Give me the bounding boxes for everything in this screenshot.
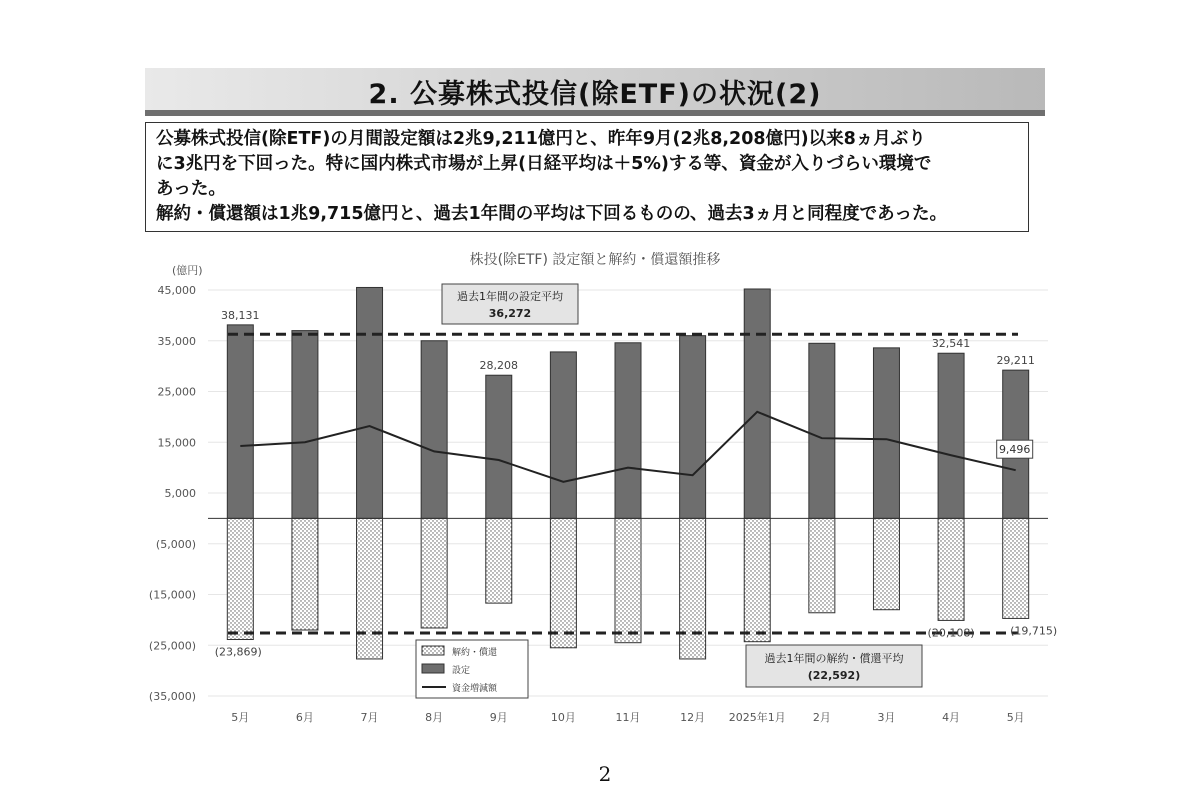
subscription-average-label: 過去1年間の設定平均 xyxy=(457,290,563,303)
y-tick-label: (5,000) xyxy=(155,537,196,551)
redemption-bar xyxy=(486,518,512,603)
y-axis-unit: (億円) xyxy=(172,264,203,277)
summary-line: に3兆円を下回った。特に国内株式市場が上昇(日経平均は＋5%)する等、資金が入りづらい環境で xyxy=(156,154,932,174)
subscription-bar xyxy=(744,289,770,518)
redemption-bar xyxy=(292,518,318,630)
summary-line: 公募株式投信(除ETF)の月間設定額は2兆9,211億円と、昨年9月(2兆8,208億円)以来8ヵ月ぶり xyxy=(156,129,926,149)
y-tick-label: (35,000) xyxy=(148,690,196,703)
subscription-bar xyxy=(357,287,383,518)
redemption-bar xyxy=(550,518,576,647)
y-tick-label: 15,000 xyxy=(157,436,196,450)
redemption-average-label: 過去1年間の解約・償還平均 xyxy=(764,652,904,665)
x-tick-label: 3月 xyxy=(877,711,896,724)
x-tick-label: 6月 xyxy=(295,711,314,724)
x-tick-label: 12月 xyxy=(680,711,706,724)
y-tick-label: 25,000 xyxy=(157,385,196,399)
redemption-bar xyxy=(744,518,770,641)
chart-title: 株投(除ETF) 設定額と解約・償還額推移 xyxy=(469,252,721,268)
redemption-value-label: (23,869) xyxy=(214,645,262,659)
redemption-bar xyxy=(938,518,964,620)
y-tick-label: (15,000) xyxy=(148,588,196,602)
x-tick-label: 4月 xyxy=(942,711,961,724)
redemption-bar xyxy=(809,518,835,612)
summary-box xyxy=(145,122,1029,232)
redemption-bar xyxy=(421,518,447,628)
legend xyxy=(416,640,528,698)
subscription-bar xyxy=(227,325,253,519)
subscription-value-label: 38,131 xyxy=(221,308,260,322)
summary-line: 解約・償還額は1兆9,715億円と、過去1年間の平均は下回るものの、過去3ヵ月と同程度であった。 xyxy=(156,204,948,224)
legend-label: 資金増減額 xyxy=(452,684,498,694)
subscription-bar xyxy=(615,343,641,519)
legend-swatch-solid xyxy=(422,664,444,673)
page-number: 2 xyxy=(598,762,612,786)
subscription-bar xyxy=(873,348,899,519)
x-tick-label: 9月 xyxy=(489,711,508,724)
y-tick-label: (25,000) xyxy=(148,639,196,653)
subscription-bar xyxy=(292,331,318,519)
fund-flow-chart xyxy=(0,240,1200,740)
x-tick-label: 5月 xyxy=(1006,711,1025,724)
legend-swatch-dotted xyxy=(422,646,444,655)
y-tick-label: 5,000 xyxy=(164,487,196,500)
net-flow-label: 9,496 xyxy=(998,443,1031,457)
subscription-value-label: 29,211 xyxy=(996,354,1035,368)
legend-label: 解約・償還 xyxy=(452,648,498,658)
subscription-bar xyxy=(486,375,512,518)
x-tick-label: 11月 xyxy=(615,711,641,724)
redemption-bars xyxy=(227,518,1028,659)
redemption-bar xyxy=(227,518,253,639)
redemption-bar xyxy=(357,518,383,659)
page-title: 2. 公募株式投信(除ETF)の状況(2) xyxy=(368,79,822,110)
x-tick-label: 2025年1月 xyxy=(728,711,786,724)
y-tick-label: 45,000 xyxy=(157,284,196,297)
subscription-value-label: 28,208 xyxy=(479,359,519,373)
redemption-bar xyxy=(615,518,641,642)
redemption-value-label: (20,108) xyxy=(927,626,975,640)
x-tick-label: 8月 xyxy=(425,711,444,724)
redemption-bar xyxy=(873,518,899,609)
subscription-value-label: 32,541 xyxy=(931,337,971,351)
x-tick-label: 10月 xyxy=(550,711,576,724)
x-tick-label: 7月 xyxy=(360,711,379,724)
redemption-average-value: (22,592) xyxy=(807,669,861,682)
subscription-bar xyxy=(938,353,964,518)
subscription-bar xyxy=(421,341,447,519)
summary-line: あった。 xyxy=(156,179,226,199)
subscription-average-value: 36,272 xyxy=(488,307,532,320)
redemption-bar xyxy=(1003,518,1029,618)
redemption-bar xyxy=(680,518,706,659)
title-banner xyxy=(145,68,1045,116)
x-tick-label: 5月 xyxy=(231,711,250,724)
subscription-bar xyxy=(809,343,835,518)
y-tick-label: 35,000 xyxy=(157,334,196,348)
subscription-bar xyxy=(680,336,706,519)
legend-label: 設定 xyxy=(452,666,471,676)
subscription-bar xyxy=(550,352,576,518)
x-tick-label: 2月 xyxy=(812,711,831,724)
subscription-bars xyxy=(227,287,1028,518)
redemption-value-label: (19,715) xyxy=(1010,624,1058,638)
